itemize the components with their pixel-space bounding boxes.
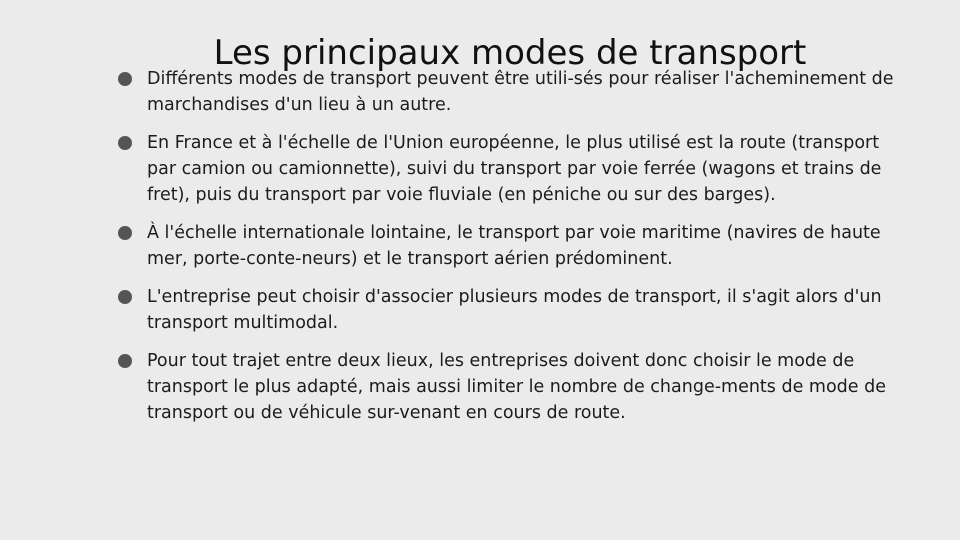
bullet-item bbox=[118, 348, 908, 426]
bullet-text: Différents modes de transport peuvent être utili-sés pour réaliser l'acheminement de marchandises d'un lieu à un autre. bbox=[147, 69, 894, 115]
bullet-text: À l'échelle internationale lointaine, le transport par voie maritime (navires de haute mer, porte-conte-neurs) et le transport aérien prédominent. bbox=[147, 223, 881, 269]
bullet-text: L'entreprise peut choisir d'associer plusieurs modes de transport, il s'agit alors d'un transport multimodal. bbox=[147, 287, 882, 333]
bullet-text: Pour tout trajet entre deux lieux, les entreprises doivent donc choisir le mode de transport le plus adapté, mais aussi limiter le nombre de change-ments de mode de transport ou de véhicule sur-venant en cours de route. bbox=[147, 351, 886, 423]
bullet-item bbox=[118, 284, 908, 336]
bullet-dot-icon bbox=[118, 290, 132, 304]
bullet-item bbox=[118, 220, 908, 272]
bullet-text: En France et à l'échelle de l'Union européenne, le plus utilisé est la route (transport par camion ou camionnette), suivi du transport par voie ferrée (wagons et trains de fret), puis du transport par voie fluviale (en péniche ou sur des barges). bbox=[147, 133, 882, 205]
bullet-item bbox=[118, 66, 908, 118]
bullet-dot-icon bbox=[118, 354, 132, 368]
bullet-item bbox=[118, 130, 908, 208]
slide-title: Les principaux modes de transport bbox=[213, 33, 807, 73]
bullet-dot-icon bbox=[118, 72, 132, 86]
bullet-list bbox=[118, 66, 908, 438]
bullet-dot-icon bbox=[118, 136, 132, 150]
bullet-dot-icon bbox=[118, 226, 132, 240]
